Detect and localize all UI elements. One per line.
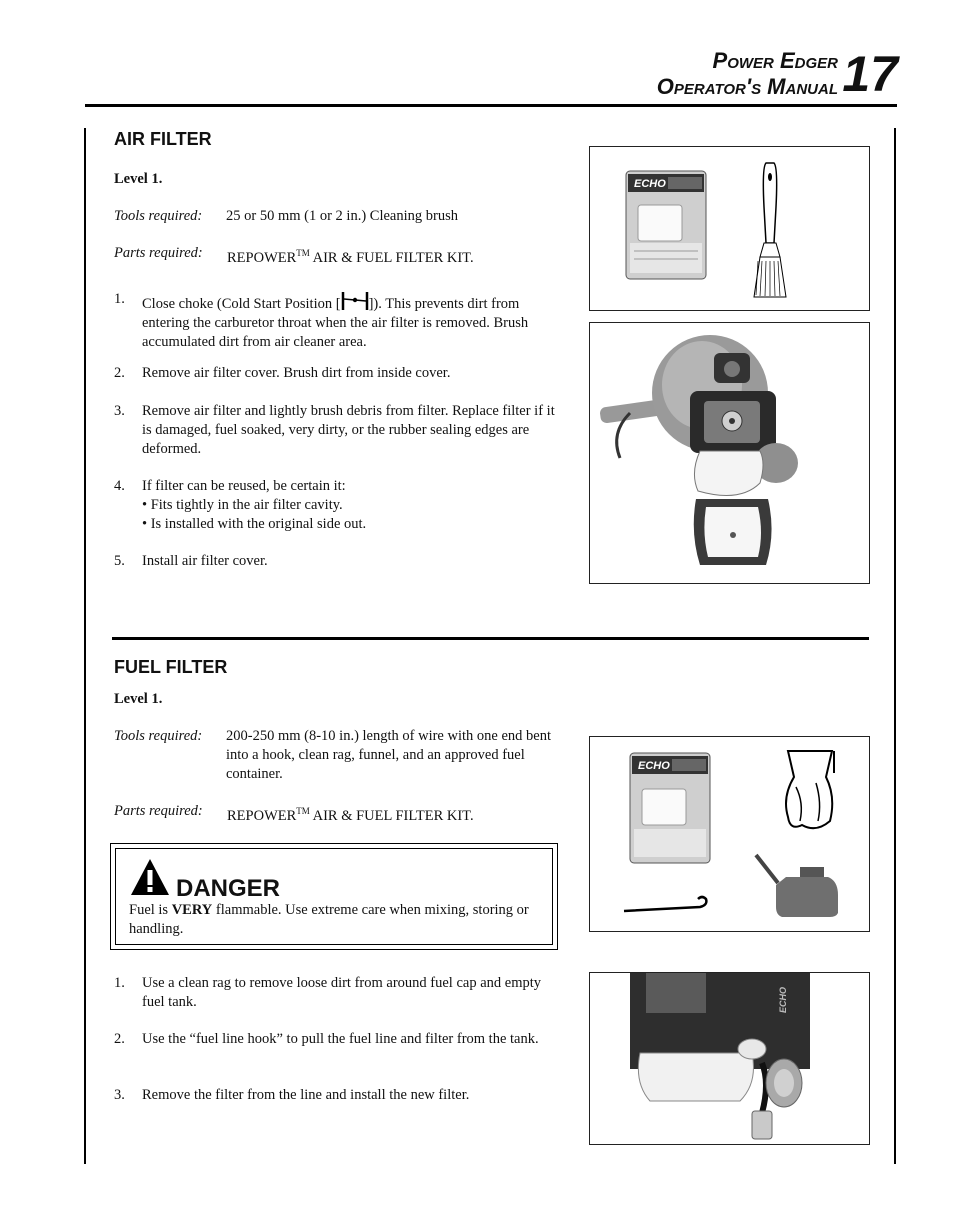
- fuel-step-2-text: Use the “fuel line hook” to pull the fuel line and filter from the tank.: [142, 1031, 539, 1047]
- fuel-filter-heading: FUEL FILTER: [114, 657, 228, 677]
- air-step-1-number: 1.: [114, 291, 125, 307]
- engine-air-filter-illustration: [590, 323, 869, 583]
- air-parts-value: REPOWER™ AIR & FUEL FILTER KIT.: [227, 248, 474, 266]
- warning-triangle-icon: [129, 857, 171, 897]
- manual-title-line2: Operator's Manual: [656, 74, 838, 99]
- air-step-3-text: Remove air filter and lightly brush debris from filter. Replace filter if it is damaged, fuel soaked, very dirty, or the rubber sealing edges are deformed.: [142, 403, 555, 457]
- fuel-parts-label: Parts required:: [114, 803, 203, 819]
- air-tools-label: Tools required:: [114, 208, 203, 224]
- figure-filter-kit-and-brush: [589, 146, 870, 311]
- air-step-4-bullet-2: • Is installed with the original side out.: [142, 516, 367, 532]
- danger-callout: [110, 843, 558, 950]
- air-step-5-number: 5.: [114, 553, 125, 569]
- fuel-step-1-text: Use a clean rag to remove loose dirt from around fuel cap and empty fuel tank.: [142, 975, 542, 1010]
- danger-text: Fuel is VERY flammable. Use extreme care when mixing, storing or handling.: [129, 902, 529, 937]
- fuel-step-1-number: 1.: [114, 975, 125, 991]
- air-tools-value: 25 or 50 mm (1 or 2 in.) Cleaning brush: [226, 208, 458, 224]
- figure-fuel-filter-tools: [589, 736, 870, 932]
- fuel-filter-level: Level 1.: [114, 691, 163, 707]
- wire-hook-shape: [624, 897, 706, 911]
- fuel-tools-value: 200-250 mm (8-10 in.) length of wire with one end bent into a hook, clean rag, funnel, and an approved fuel container.: [226, 728, 551, 782]
- air-step-4-text: If filter can be reused, be certain it: • Fits tightly in the air filter cavity. • Is installed with the original side out.: [142, 477, 567, 534]
- filter-kit-illustration: [590, 147, 869, 310]
- air-parts-label: Parts required:: [114, 245, 203, 261]
- fuel-step-2-number: 2.: [114, 1031, 125, 1047]
- air-step-4-bullet-1: • Fits tightly in the air filter cavity.: [142, 497, 343, 513]
- header-rule: [85, 104, 897, 107]
- fuel-tank-illustration: [590, 973, 869, 1144]
- air-step-4-number: 4.: [114, 478, 125, 494]
- right-margin-rule: [894, 128, 896, 1164]
- fuel-tools-illustration: [590, 737, 869, 931]
- choke-closed-icon: [341, 290, 369, 312]
- rag-shape: [786, 751, 832, 828]
- kit-brand-label: ECHO: [634, 178, 666, 190]
- section-divider: [112, 637, 869, 640]
- air-step-3-number: 3.: [114, 403, 125, 419]
- kit-brand-label: ECHO: [638, 760, 670, 772]
- air-step-5-text: Install air filter cover.: [142, 553, 268, 569]
- fuel-step-3-text: Remove the filter from the line and install the new filter.: [142, 1087, 470, 1103]
- fuel-tools-label: Tools required:: [114, 728, 203, 744]
- fuel-parts-value: REPOWER™ AIR & FUEL FILTER KIT.: [227, 806, 474, 824]
- danger-title: DANGER: [176, 875, 281, 902]
- engine-brand-label: ECHO: [778, 986, 788, 1013]
- fuel-step-3-number: 3.: [114, 1087, 125, 1103]
- left-margin-rule: [84, 128, 86, 1164]
- figure-engine-air-filter: [589, 322, 870, 584]
- air-step-1-text: Close choke (Cold Start Position [ ]). This prevents dirt from entering the carburetor throat when the air filter is removed. Brush accumulated dirt from air cleaner area.: [142, 290, 567, 352]
- air-filter-level: Level 1.: [114, 171, 163, 187]
- figure-fuel-tank-filter: [589, 972, 870, 1145]
- page-number: 17: [842, 46, 898, 102]
- air-filter-heading: AIR FILTER: [114, 129, 212, 149]
- air-step-2-text: Remove air filter cover. Brush dirt from inside cover.: [142, 365, 451, 381]
- air-step-2-number: 2.: [114, 365, 125, 381]
- fuel-can-shape: [776, 877, 838, 917]
- manual-title-line1: Power Edger: [712, 48, 838, 73]
